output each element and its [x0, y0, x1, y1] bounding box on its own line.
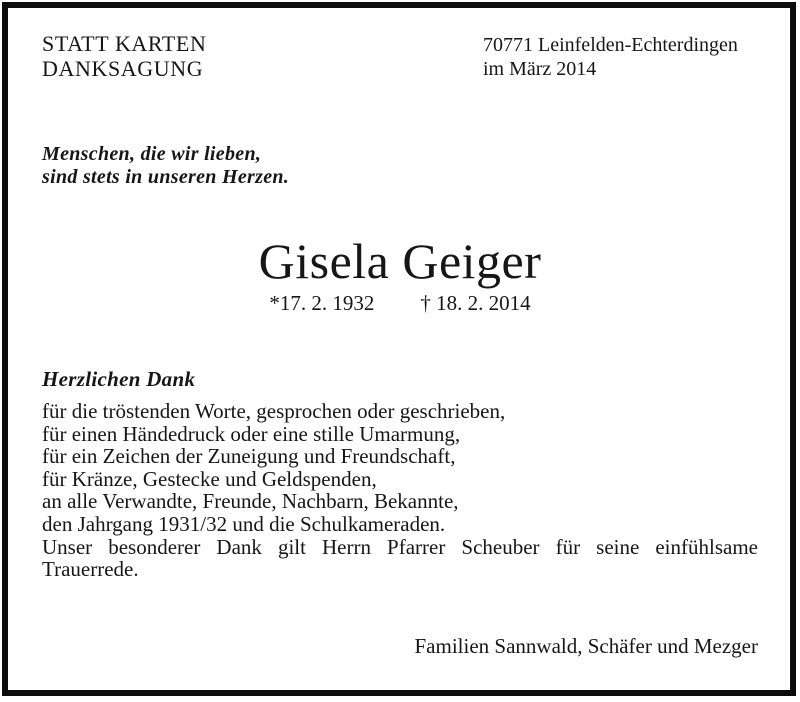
location-line: 70771 Leinfelden-Echterdingen — [483, 34, 738, 56]
special-thanks-continuation: Trauerrede. — [42, 557, 139, 582]
thanks-line: für die tröstenden Worte, gesprochen oder geschrieben, — [42, 399, 506, 423]
thanks-line: für einen Händedruck oder eine stille Umarmung, — [42, 421, 461, 446]
thanks-heading: Herzlichen Dank — [42, 367, 196, 391]
thanks-line: an alle Verwandte, Freunde, Nachbarn, Bekannte, — [42, 489, 459, 514]
danksagung-line: DANKSAGUNG — [42, 56, 204, 81]
epigraph-line-2: sind stets in unseren Herzen. — [42, 166, 290, 188]
birth-date: *17. 2. 1932 — [269, 291, 375, 315]
life-dates — [0, 291, 800, 315]
header-right — [483, 33, 738, 81]
thanks-line: für ein Zeichen der Zuneigung und Freundschaft, — [42, 444, 456, 469]
deceased-name: Gisela Geiger — [258, 233, 542, 289]
signature-families: Familien Sannwald, Schäfer und Mezger — [414, 634, 758, 658]
death-date: † 18. 2. 2014 — [420, 291, 531, 315]
special-thanks-line: Unser besonderer Dank gilt Herrn Pfarrer Scheuber für seine einfühlsame — [42, 534, 758, 559]
thanks-line: für Kränze, Gestecke und Geldspenden, — [42, 466, 377, 491]
thanks-line: den Jahrgang 1931/32 und die Schulkameraden. — [42, 511, 446, 536]
obituary-frame-border — [2, 2, 796, 696]
epigraph — [42, 143, 289, 189]
header-left — [42, 31, 206, 81]
statt-karten-line: STATT KARTEN — [42, 31, 207, 56]
thanks-body — [42, 400, 758, 581]
epigraph-line-1: Menschen, die wir lieben, — [42, 143, 262, 165]
month-year-line: im März 2014 — [483, 58, 597, 80]
